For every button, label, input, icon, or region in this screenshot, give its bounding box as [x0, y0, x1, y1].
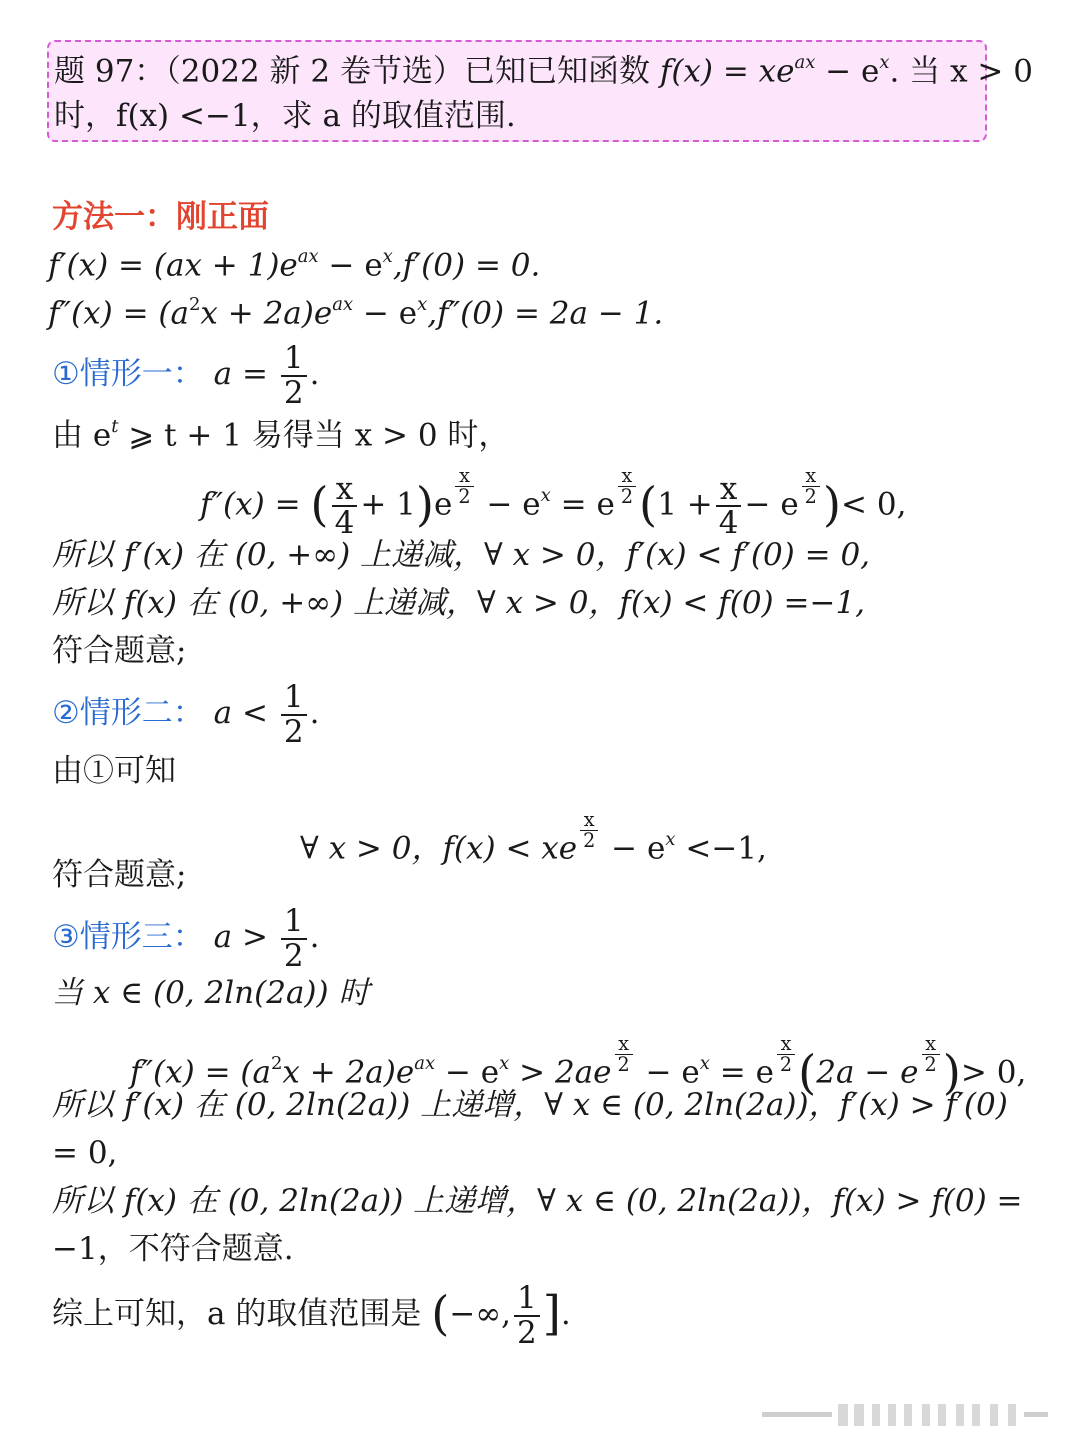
- d1-part-a: f′(x) = (ax + 1)e: [48, 247, 298, 284]
- conclusion: [52, 1282, 571, 1349]
- problem-exponent: ax: [794, 52, 816, 73]
- d2-sup: ax: [332, 294, 354, 315]
- c1-sup-frac-2: $\frac{x}{2}$: [618, 466, 636, 507]
- c3-eq-f: = e: [709, 1054, 774, 1091]
- c3-sup-frac-3: $\frac{x}{2}$: [922, 1034, 940, 1075]
- c3-square: 2: [270, 1053, 283, 1075]
- case1-line-4: 符合题意;: [52, 633, 187, 669]
- case2-condition: a <: [213, 695, 268, 732]
- first-derivative: [48, 246, 541, 284]
- c2-sup-num: x: [580, 810, 598, 831]
- c1-eq-d: − e: [476, 486, 541, 523]
- paren-open-2: (: [639, 477, 658, 532]
- case3-heading: [52, 905, 319, 972]
- paren-open: (: [310, 477, 329, 532]
- d2-sup2: x: [417, 294, 428, 315]
- second-derivative: [48, 294, 664, 332]
- c1-sup-frac-3: $\frac{x}{2}$: [802, 466, 820, 507]
- paren-close-2: ): [822, 477, 842, 532]
- c1-frac-num: x: [332, 473, 358, 508]
- d2-part-a: f″(x) = (a: [48, 295, 189, 332]
- watermark-icon: [762, 1402, 1052, 1428]
- d1-sup2: x: [382, 246, 393, 267]
- c2-eq-a: ∀ x > 0，f(x) < xe: [300, 830, 578, 867]
- case3-line-2: 所以 f′(x) 在 (0, 2ln(2a)) 上递增，∀ x ∈ (0, 2ln(2a))，f′(x) > f′(0): [52, 1087, 1008, 1123]
- case1-fraction: [281, 342, 307, 409]
- c1-sup-num: x: [455, 466, 473, 487]
- case3-line-1: 当 x ∈ (0, 2ln(2a)) 时: [52, 975, 370, 1011]
- case1-line-3: 所以 f(x) 在 (0, +∞) 上递减，∀ x > 0，f(x) < f(0) =−1,: [52, 585, 866, 621]
- c1-sup-x: x: [540, 485, 551, 507]
- conclusion-inner: −∞,: [449, 1296, 512, 1333]
- c3-sup-x2: x: [699, 1053, 710, 1075]
- c1-sup-den: 2: [458, 485, 471, 509]
- case2-dot: .: [309, 695, 320, 732]
- conclusion-fraction: [514, 1282, 540, 1349]
- case2-label: ②情形二：: [52, 695, 204, 732]
- c1-eq-c: e: [434, 486, 453, 523]
- c3-sup-frac: [615, 1034, 633, 1075]
- case3-line-3: = 0,: [52, 1135, 118, 1171]
- c1-frac-den: 4: [334, 505, 355, 542]
- case3-condition: a >: [213, 919, 268, 956]
- c3-sup-x: x: [499, 1053, 510, 1075]
- case3-line-5: −1，不符合题意.: [52, 1231, 294, 1267]
- conclusion-open: (: [431, 1286, 450, 1341]
- case1-l1-sup: t: [111, 416, 119, 437]
- c2-eq-c: <−1,: [675, 830, 767, 867]
- case1-den: 2: [283, 374, 304, 411]
- case2-heading: [52, 681, 319, 748]
- c2-sup-frac: [580, 810, 598, 851]
- problem-function: f(x) = xe: [659, 53, 795, 90]
- c1-eq-h: < 0,: [841, 486, 907, 523]
- d1-part-b: − e: [318, 247, 383, 284]
- case1-equation: [200, 466, 906, 540]
- c1-sup-frac: [455, 466, 473, 507]
- c1-eq-e: = e: [550, 486, 615, 523]
- case2-equation: [300, 810, 767, 865]
- c3-eq-d: > 2ae: [509, 1054, 612, 1091]
- c3-eq-a: f″(x) = (a: [130, 1054, 271, 1091]
- d1-sup: ax: [297, 246, 319, 267]
- problem-minus-e: − e: [815, 53, 880, 90]
- case1-dot: .: [309, 356, 320, 393]
- conclusion-dot: .: [560, 1296, 571, 1333]
- conclusion-text: 综上可知，a 的取值范围是: [52, 1296, 422, 1333]
- c3-paren-open: (: [798, 1045, 817, 1100]
- c3-eq-h: > 0,: [960, 1054, 1027, 1091]
- problem-prefix: 题 97：（2022 新 2 卷节选）已知已知函数: [54, 53, 650, 90]
- c2-eq-b: − e: [601, 830, 666, 867]
- case1-condition: a =: [213, 356, 268, 393]
- d2-part-c: − e: [353, 295, 418, 332]
- d2-square: 2: [188, 294, 201, 315]
- c1-frac-x4: [332, 470, 358, 542]
- case1-heading: [52, 342, 319, 409]
- problem-line-1: [54, 52, 1033, 90]
- c1-eq-a: f″(x) =: [200, 486, 301, 523]
- d2-part-d: ,f″(0) = 2a − 1.: [427, 295, 664, 332]
- c3-sup-num: x: [615, 1034, 633, 1055]
- c3-paren-close: ): [942, 1045, 961, 1100]
- c1-eq-b: + 1: [360, 486, 416, 523]
- case2-line-2: 符合题意;: [52, 857, 187, 893]
- case3-dot: .: [309, 919, 320, 956]
- c2-sup-den: 2: [583, 829, 596, 853]
- case3-line-4: 所以 f(x) 在 (0, 2ln(2a)) 上递增，∀ x ∈ (0, 2ln(2a))，f(x) > f(0) =: [52, 1183, 1023, 1219]
- c3-eq-b: x + 2a)e: [282, 1054, 415, 1091]
- d2-part-b: x + 2a)e: [200, 295, 333, 332]
- case1-l1-a: 由 e: [52, 417, 112, 454]
- c2-sup-x: x: [665, 829, 676, 851]
- case1-l1-b: ⩾ t + 1 易得当 x > 0 时，: [118, 417, 510, 454]
- c1-eq-g: − e: [744, 486, 799, 523]
- conclusion-num: 1: [514, 1282, 540, 1317]
- method-title: 方法一：刚正面: [52, 199, 269, 235]
- case2-den: 2: [283, 713, 304, 750]
- d1-part-c: ,f′(0) = 0.: [392, 247, 541, 284]
- c3-eq-c: − e: [435, 1054, 500, 1091]
- case3-fraction: [281, 905, 307, 972]
- conclusion-den: 2: [517, 1314, 537, 1351]
- case3-den: 2: [283, 937, 304, 974]
- problem-line-2: 时，f(x) <−1，求 a 的取值范围.: [54, 98, 516, 134]
- case1-num: 1: [281, 342, 307, 377]
- problem-exponent-x: x: [879, 52, 890, 73]
- case2-line-1: 由①可知: [52, 753, 176, 789]
- case1-label: ①情形一：: [52, 356, 204, 393]
- c1-frac-x4-b: $\frac{x}{4}$: [716, 473, 742, 540]
- case3-num: 1: [281, 905, 307, 940]
- case2-fraction: [281, 681, 307, 748]
- conclusion-close: ]: [542, 1286, 561, 1341]
- case3-label: ③情形三：: [52, 919, 204, 956]
- case1-line-1: [52, 416, 510, 454]
- c3-eq-e: − e: [635, 1054, 700, 1091]
- c3-sup-frac-2: $\frac{x}{2}$: [777, 1034, 795, 1075]
- paren-close: ): [415, 477, 435, 532]
- c3-sup: ax: [414, 1053, 436, 1075]
- case2-num: 1: [281, 681, 307, 716]
- c3-eq-g: 2a − e: [816, 1054, 919, 1091]
- c3-sup-den: 2: [617, 1053, 630, 1077]
- case1-line-2: 所以 f′(x) 在 (0, +∞) 上递减，∀ x > 0，f′(x) < f′(0) = 0,: [52, 537, 871, 573]
- problem-condition: . 当 x > 0: [889, 53, 1033, 90]
- c1-eq-f: 1 +: [657, 486, 713, 523]
